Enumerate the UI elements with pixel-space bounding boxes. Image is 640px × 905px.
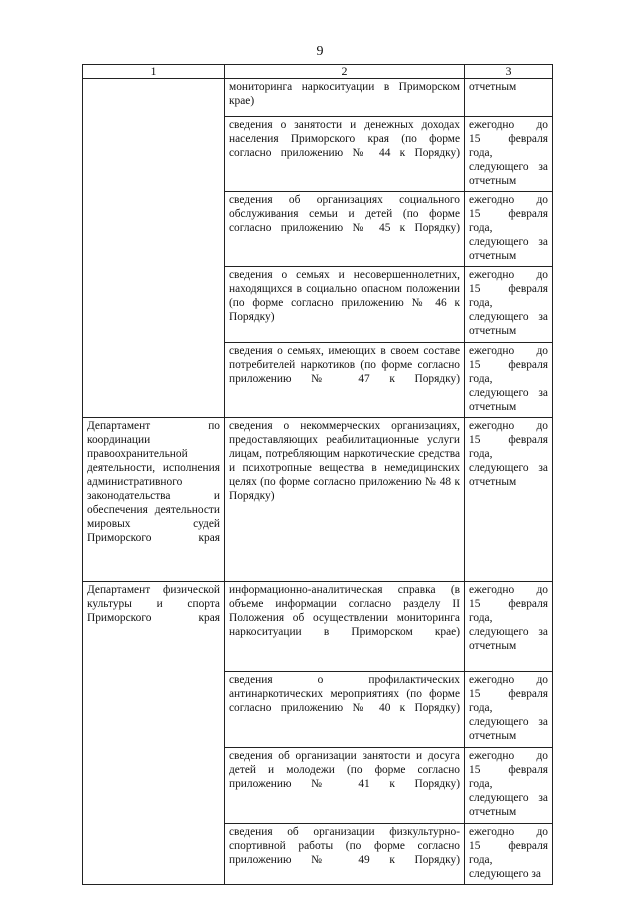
deadline-line: отчетным	[469, 325, 517, 337]
information-cell: информационно-аналитическая справка (в объеме информации согласно разделу II Положения об осуществлении мониторинга наркоситуации в Приморском крае)	[225, 582, 465, 672]
column-header: 1	[83, 65, 225, 79]
page-number: 9	[316, 44, 324, 59]
deadline-line: ежегодно до	[469, 194, 548, 206]
deadline-line: ежегодно до	[469, 750, 548, 762]
deadline-line: следующего за	[469, 387, 548, 399]
information-cell: сведения о занятости и денежных доходах населения Приморского края (по форме согласно приложению № 44 к Порядку)	[225, 117, 465, 192]
information-cell: сведения о семьях, имеющих в своем составе потребителей наркотиков (по форме согласно приложению № 47 к Порядку)	[225, 343, 465, 418]
deadline-line: отчетным	[469, 401, 517, 413]
deadline-cell	[465, 192, 553, 267]
deadline-line: ежегодно до	[469, 420, 548, 432]
deadline-line: следующего за	[469, 792, 548, 804]
deadline-line: отчетным	[469, 250, 517, 262]
deadline-line: отчетным	[469, 175, 517, 187]
deadline-line: следующего за	[469, 716, 548, 728]
deadline-line: 15 февраля года,	[469, 598, 548, 624]
deadline-line: ежегодно до	[469, 674, 548, 686]
deadline-line: следующего за	[469, 462, 548, 474]
deadline-line: 15 февраля года,	[469, 840, 548, 866]
deadline-cell	[465, 672, 553, 748]
department-cell: Департамент физической культуры и спорта Приморского края	[83, 582, 225, 885]
department-cell	[83, 79, 225, 418]
information-cell: сведения о некоммерческих организациях, предоставляющих реабилитационные услуги лицам, потребляющим наркотические средства и психотропные вещества в немедицинских целях (по форме согласно приложению № 48 к Порядку)	[225, 418, 465, 582]
information-cell: сведения о семьях и несовершеннолетних, находящихся в социально опасном положении (по форме согласно приложению № 46 к Порядку)	[225, 267, 465, 343]
deadline-cell	[465, 117, 553, 192]
deadline-line: ежегодно до	[469, 584, 548, 596]
deadline-line: отчетным	[469, 81, 517, 93]
monitoring-table	[82, 64, 553, 885]
deadline-line: 15 февраля года,	[469, 764, 548, 790]
deadline-line: ежегодно до	[469, 269, 548, 281]
deadline-line: следующего за	[469, 236, 548, 248]
deadline-line: ежегодно до	[469, 826, 548, 838]
table-row	[83, 582, 553, 672]
information-cell: сведения об организации занятости и досуга детей и молодежи (по форме согласно приложению № 41 к Порядку)	[225, 748, 465, 824]
deadline-line: 15 февраля года,	[469, 434, 548, 460]
deadline-line: следующего за	[469, 161, 548, 173]
deadline-line: ежегодно до	[469, 119, 548, 131]
column-header: 3	[465, 65, 553, 79]
deadline-cell	[465, 582, 553, 672]
column-header: 2	[225, 65, 465, 79]
deadline-line: 15 февраля года,	[469, 359, 548, 385]
deadline-cell	[465, 79, 553, 117]
deadline-line: 15 февраля года,	[469, 283, 548, 309]
deadline-cell	[465, 343, 553, 418]
information-cell: сведения о профилактических антинаркотических мероприятиях (по форме согласно приложению № 40 к Порядку)	[225, 672, 465, 748]
deadline-line: ежегодно до	[469, 345, 548, 357]
deadline-line: следующего за	[469, 626, 548, 638]
deadline-line: следующего за	[469, 868, 541, 880]
deadline-line: отчетным	[469, 640, 517, 652]
table-row	[83, 418, 553, 582]
deadline-line: отчетным	[469, 806, 517, 818]
deadline-line: следующего за	[469, 311, 548, 323]
deadline-line: 15 февраля года,	[469, 133, 548, 159]
deadline-line: отчетным	[469, 730, 517, 742]
deadline-line: отчетным	[469, 476, 517, 488]
table-row	[83, 79, 553, 117]
information-cell: сведения об организациях социального обслуживания семьи и детей (по форме согласно приложению № 45 к Порядку)	[225, 192, 465, 267]
deadline-cell	[465, 748, 553, 824]
table-header-row	[83, 65, 553, 79]
department-cell: Департамент по координации правоохранительной деятельности, исполнения административного законодательства и обеспечения деятельности мировых судей Приморского края	[83, 418, 225, 582]
deadline-line: 15 февраля года,	[469, 208, 548, 234]
information-cell: мониторинга наркоситуации в Приморском крае)	[225, 79, 465, 117]
deadline-cell	[465, 418, 553, 582]
deadline-line: 15 февраля года,	[469, 688, 548, 714]
deadline-cell	[465, 267, 553, 343]
deadline-cell	[465, 824, 553, 885]
information-cell: сведения об организации физкультурно-спортивной работы (по форме согласно приложению № 49 к Порядку)	[225, 824, 465, 885]
